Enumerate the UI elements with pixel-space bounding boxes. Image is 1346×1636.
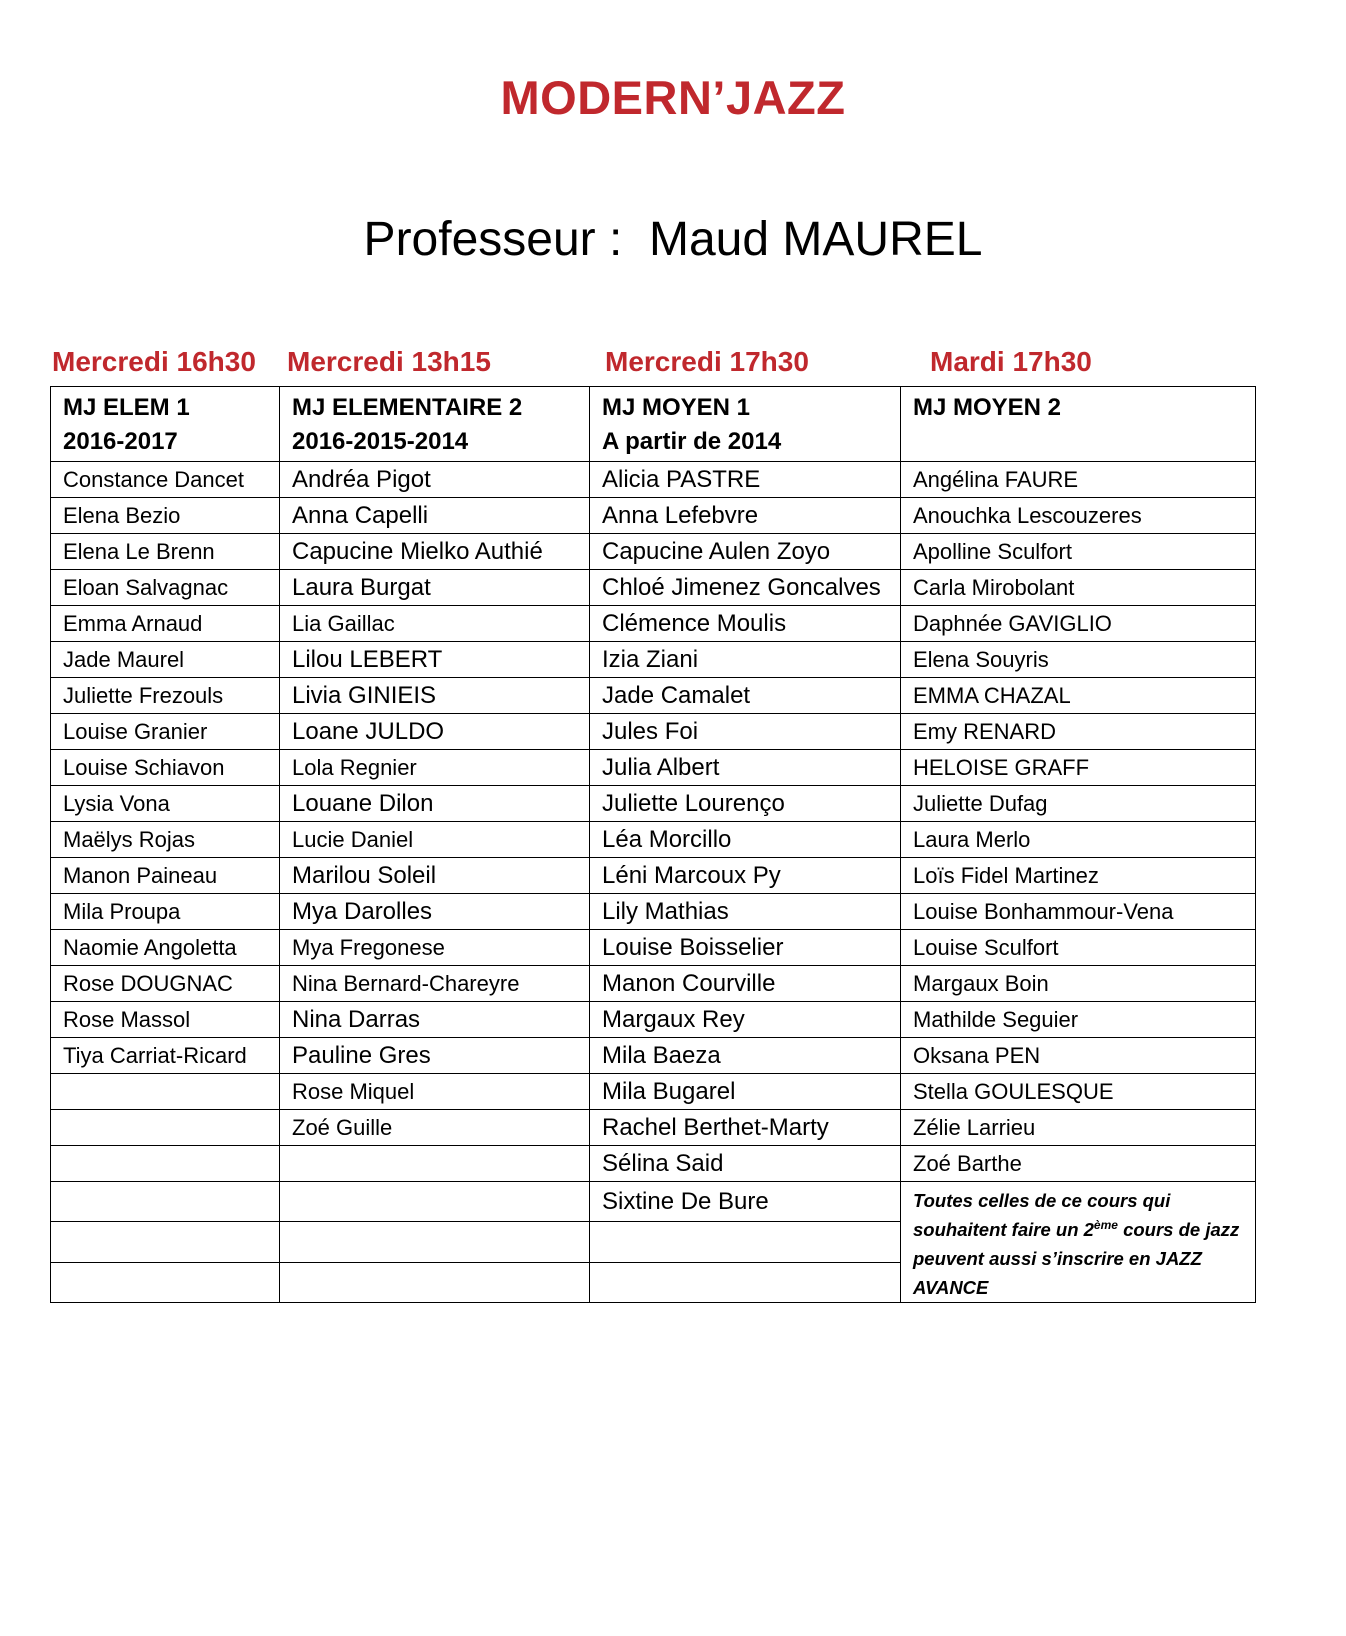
student-cell: Lia Gaillac [280,606,590,642]
student-cell [280,1182,590,1222]
table-row [51,930,1256,966]
student-cell: Jade Camalet [590,678,901,714]
table-row [51,462,1256,498]
student-cell: Léa Morcillo [590,822,901,858]
table-row [51,822,1256,858]
student-cell: Margaux Rey [590,1002,901,1038]
table-row [51,1146,1256,1182]
class-years: 2016-2017 [63,428,178,455]
student-cell: Mya Darolles [280,894,590,930]
student-cell: Mila Baeza [590,1038,901,1074]
student-cell: Loane JULDO [280,714,590,750]
student-cell: Louise Schiavon [51,750,280,786]
student-cell: Chloé Jimenez Goncalves [590,570,901,606]
student-cell: Sélina Said [590,1146,901,1182]
student-cell: Juliette Lourenço [590,786,901,822]
student-cell: Lysia Vona [51,786,280,822]
student-cell: Oksana PEN [901,1038,1256,1074]
student-cell: Juliette Frezouls [51,678,280,714]
note-text: Toutes celles de ce cours qui souhaitent faire un 2 [913,1190,1171,1240]
student-cell: Capucine Aulen Zoyo [590,534,901,570]
student-cell: Juliette Dufag [901,786,1256,822]
table-row [51,786,1256,822]
student-cell: Lucie Daniel [280,822,590,858]
student-cell: Louane Dilon [280,786,590,822]
student-cell [51,1146,280,1182]
student-cell: Rachel Berthet-Marty [590,1110,901,1146]
student-cell: Mila Bugarel [590,1074,901,1110]
student-cell [51,1110,280,1146]
student-cell: Elena Le Brenn [51,534,280,570]
student-cell: Tiya Carriat-Ricard [51,1038,280,1074]
student-cell: Jade Maurel [51,642,280,678]
student-cell: Stella GOULESQUE [901,1074,1256,1110]
student-cell: Anouchka Lescouzeres [901,498,1256,534]
student-cell: Laura Merlo [901,822,1256,858]
student-cell: Clémence Moulis [590,606,901,642]
student-cell: Margaux Boin [901,966,1256,1002]
header-cell [51,387,280,462]
class-table [50,386,1256,1303]
student-cell: Emy RENARD [901,714,1256,750]
student-cell: Louise Sculfort [901,930,1256,966]
student-cell: Anna Capelli [280,498,590,534]
student-cell: Manon Courville [590,966,901,1002]
table-row [51,498,1256,534]
student-cell: Louise Granier [51,714,280,750]
table-row [51,858,1256,894]
slot-label: Mercredi 16h30 [52,346,256,377]
student-cell [51,1222,280,1262]
page-title: MODERN’JAZZ [500,71,846,124]
table-row [51,966,1256,1002]
header-cell [590,387,901,462]
student-cell: EMMA CHAZAL [901,678,1256,714]
student-cell: Sixtine De Bure [590,1182,901,1222]
student-cell: Mya Fregonese [280,930,590,966]
student-cell: Mathilde Seguier [901,1002,1256,1038]
student-cell: Anna Lefebvre [590,498,901,534]
class-name: MJ MOYEN 1 [602,394,751,421]
table-row [51,894,1256,930]
student-cell: Constance Dancet [51,462,280,498]
student-cell [280,1146,590,1182]
class-name: MJ ELEMENTAIRE 2 [292,394,523,421]
student-cell: Zélie Larrieu [901,1110,1256,1146]
student-cell [51,1262,280,1302]
class-years: 2016-2015-2014 [292,428,469,455]
student-cell: Maëlys Rojas [51,822,280,858]
teacher-line: Professeur : Maud MAUREL [363,213,983,266]
header-cell [901,387,1256,462]
student-cell: Louise Boisselier [590,930,901,966]
table-row [51,570,1256,606]
student-cell: Nina Darras [280,1002,590,1038]
student-cell: Manon Paineau [51,858,280,894]
student-cell: Rose Miquel [280,1074,590,1110]
note-superscript: ème [1093,1217,1118,1232]
student-cell [590,1262,901,1302]
student-cell: Zoé Barthe [901,1146,1256,1182]
student-cell: Apolline Sculfort [901,534,1256,570]
note-cell [901,1182,1256,1303]
student-cell: Naomie Angoletta [51,930,280,966]
student-cell: Daphnée GAVIGLIO [901,606,1256,642]
student-cell: Lily Mathias [590,894,901,930]
table-row [51,606,1256,642]
student-cell: Andréa Pigot [280,462,590,498]
class-name: MJ ELEM 1 [63,394,190,421]
student-cell: Carla Mirobolant [901,570,1256,606]
student-cell: HELOISE GRAFF [901,750,1256,786]
table-row [51,1038,1256,1074]
student-cell: Laura Burgat [280,570,590,606]
table-row [51,1002,1256,1038]
student-cell [51,1182,280,1222]
table-row [51,534,1256,570]
table-row [51,678,1256,714]
class-years: A partir de 2014 [602,428,782,455]
student-cell: Loïs Fidel Martinez [901,858,1256,894]
slot-label: Mardi 17h30 [930,346,1092,377]
student-cell: Marilou Soleil [280,858,590,894]
student-cell [280,1262,590,1302]
student-cell [590,1222,901,1262]
student-cell: Izia Ziani [590,642,901,678]
student-cell: Capucine Mielko Authié [280,534,590,570]
class-name: MJ MOYEN 2 [913,394,1062,421]
student-cell: Nina Bernard-Chareyre [280,966,590,1002]
header-cell [280,387,590,462]
table-row [51,1074,1256,1110]
slot-label: Mercredi 17h30 [605,346,809,377]
table-row [51,750,1256,786]
table-row [51,642,1256,678]
student-cell [51,1074,280,1110]
student-cell: Pauline Gres [280,1038,590,1074]
student-cell: Rose Massol [51,1002,280,1038]
student-cell: Léni Marcoux Py [590,858,901,894]
student-cell: Zoé Guille [280,1110,590,1146]
student-cell: Mila Proupa [51,894,280,930]
student-cell: Julia Albert [590,750,901,786]
student-cell: Lilou LEBERT [280,642,590,678]
student-cell: Livia GINIEIS [280,678,590,714]
note-text: cours de jazz peuvent aussi s’inscrire en JAZZ AVANCE [913,1219,1240,1298]
student-cell: Rose DOUGNAC [51,966,280,1002]
registration-note [913,1186,1255,1302]
student-cell: Jules Foi [590,714,901,750]
table-row [51,1110,1256,1146]
table-header-row [51,387,1256,462]
student-cell: Emma Arnaud [51,606,280,642]
slot-label: Mercredi 13h15 [287,346,491,377]
student-cell: Angélina FAURE [901,462,1256,498]
student-cell: Alicia PASTRE [590,462,901,498]
table-row [51,714,1256,750]
student-cell [280,1222,590,1262]
student-cell: Eloan Salvagnac [51,570,280,606]
student-cell: Elena Souyris [901,642,1256,678]
student-cell: Louise Bonhammour-Vena [901,894,1256,930]
student-cell: Elena Bezio [51,498,280,534]
table-row [51,1182,1256,1222]
student-cell: Lola Regnier [280,750,590,786]
